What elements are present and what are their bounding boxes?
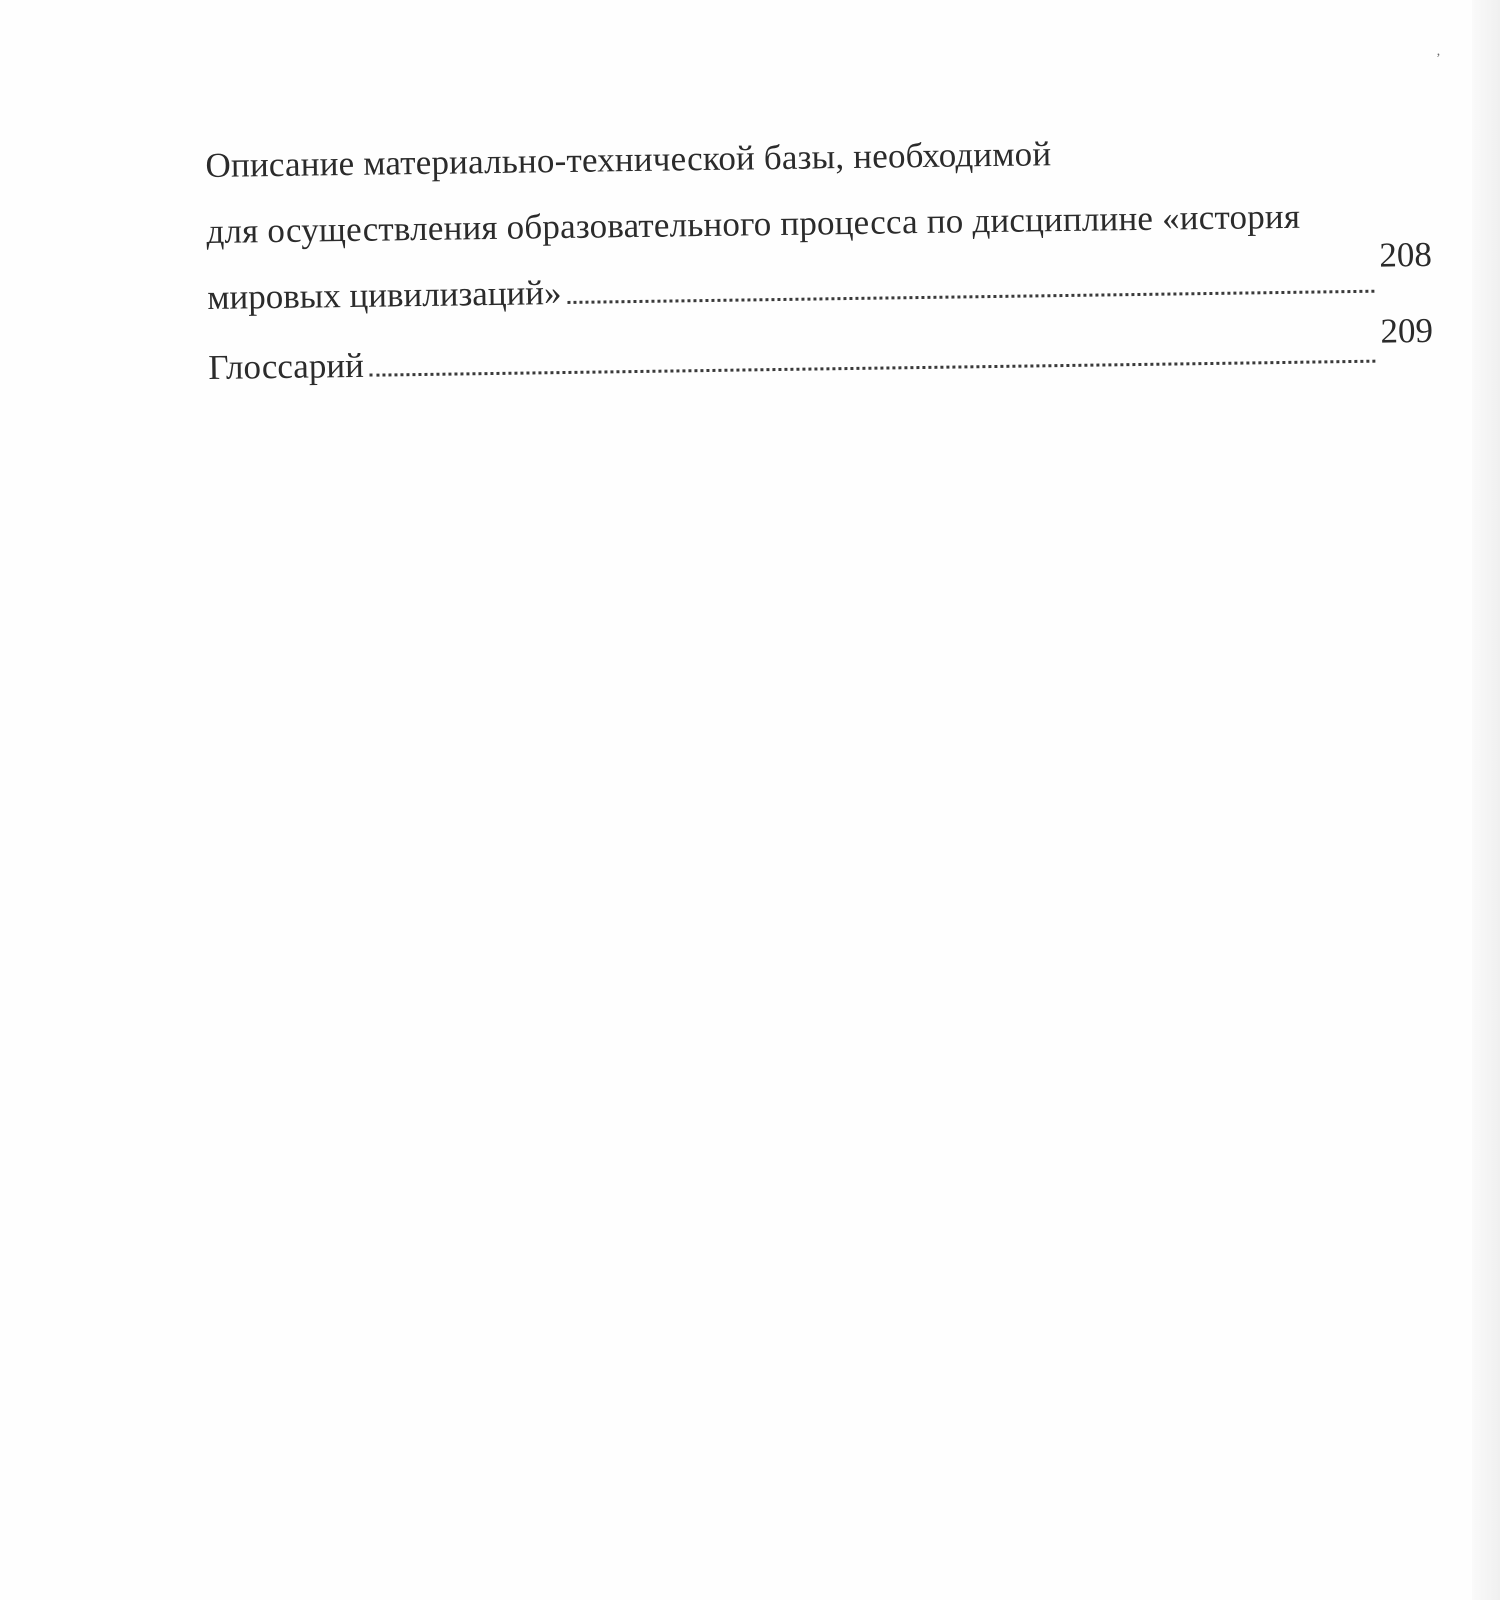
toc-entry-glossary[interactable] <box>208 310 1434 387</box>
scan-speck: ‚ <box>1436 44 1441 59</box>
toc-entry-material-base-line-2: для осуществления образовательного процесса по дисциплине «история <box>206 196 1301 251</box>
dot-leader <box>568 290 1374 304</box>
dot-leader <box>370 360 1375 377</box>
toc-page-number: 209 <box>1380 310 1434 351</box>
table-of-contents <box>205 111 1434 387</box>
toc-entry-glossary-title: Глоссарий <box>208 345 365 387</box>
toc-page-number: 208 <box>1379 234 1433 275</box>
toc-entry-material-base[interactable] <box>207 234 1433 317</box>
toc-entry-material-base-line-3: мировых цивилизаций» <box>207 273 562 317</box>
toc-entry-material-base-line-1: Описание материально-технической базы, необходимой <box>205 134 1052 185</box>
page-edge-shadow <box>1472 0 1500 1600</box>
